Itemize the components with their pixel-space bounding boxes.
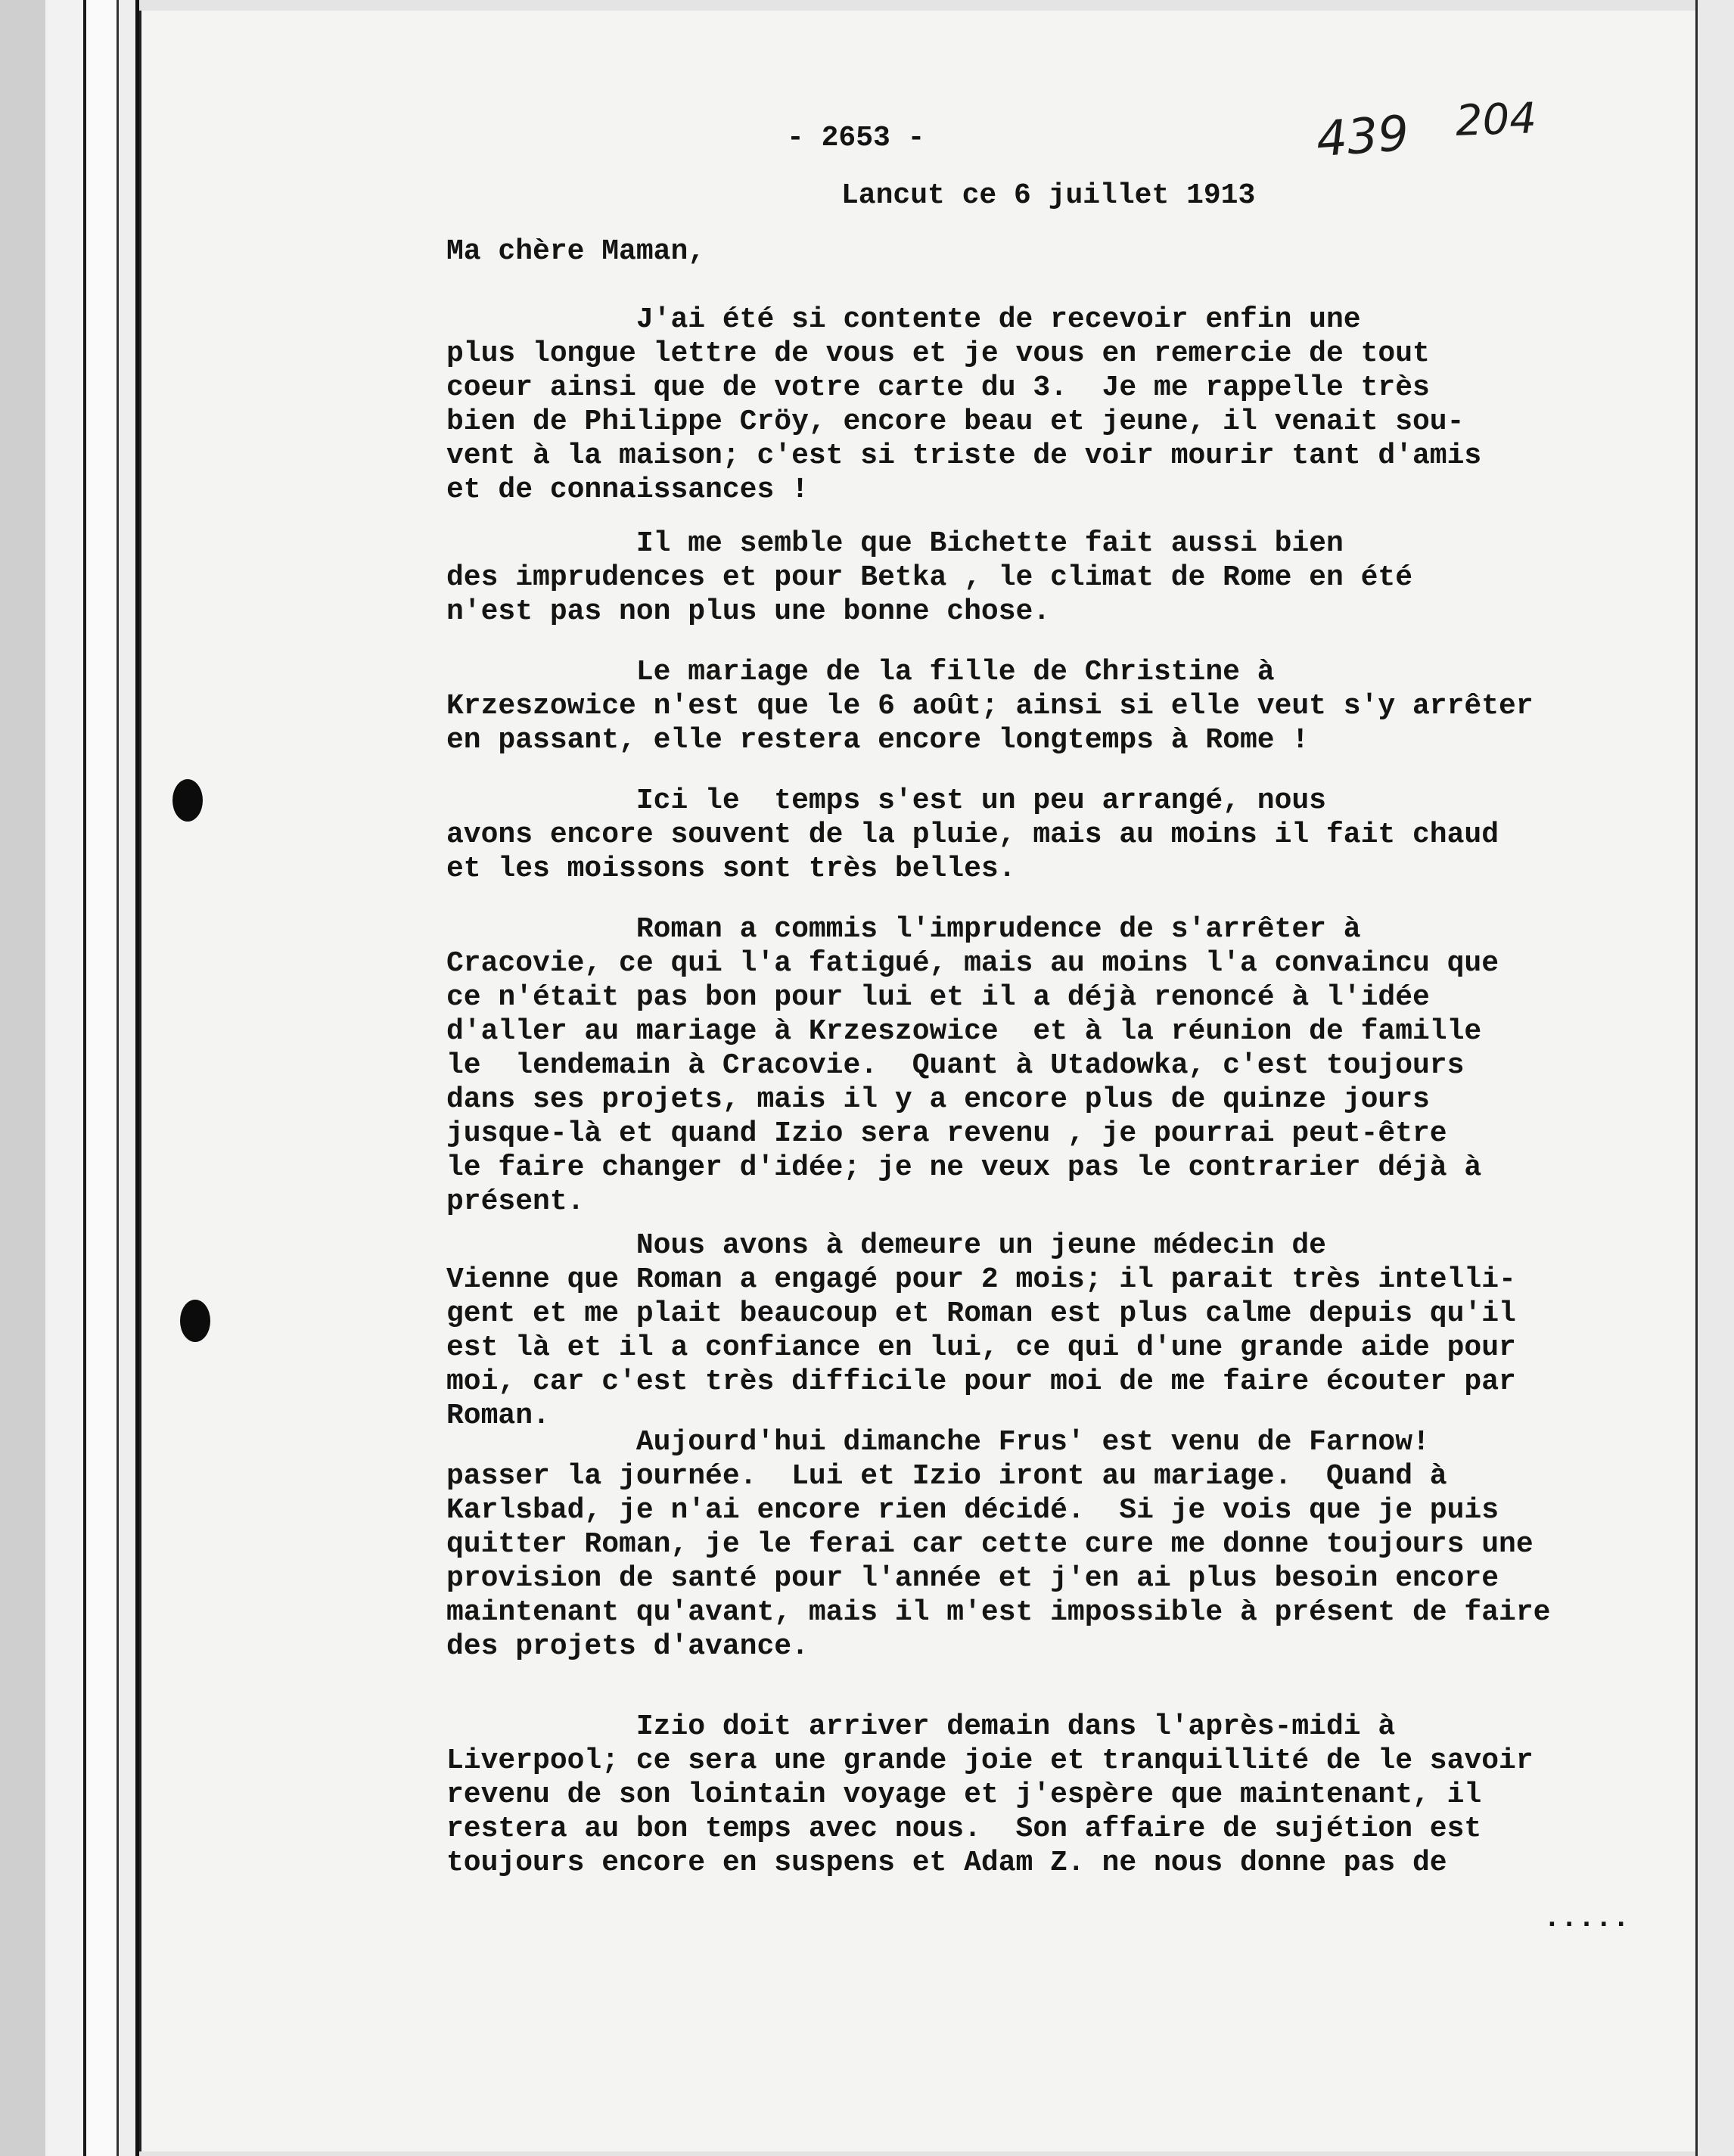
text-line: est là et il a confiance en lui, ce qui d'une grande aide pour <box>446 1331 1516 1364</box>
text-line: Roman. <box>446 1400 550 1432</box>
text-line: Vienne que Roman a engagé pour 2 mois; il parait très intelli- <box>446 1263 1516 1296</box>
text-line: Le mariage de la fille de Christine à <box>446 656 1275 688</box>
dateline: Lancut ce 6 juillet 1913 <box>841 179 1256 212</box>
sheet-edge <box>45 0 86 2156</box>
text-line: Nous avons à demeure un jeune médecin de <box>446 1229 1326 1262</box>
paragraph <box>446 655 1534 757</box>
handwritten-folio: 439 <box>1314 105 1411 169</box>
text-line: restera au bon temps avec nous. Son affaire de sujétion est <box>446 1813 1482 1845</box>
text-line: ce n'était pas bon pour lui et il a déjà renoncé à l'idée <box>446 981 1430 1014</box>
text-line: avons encore souvent de la pluie, mais au moins il fait chaud <box>446 819 1499 851</box>
text-line: J'ai été si contente de recevoir enfin une <box>446 303 1361 336</box>
text-line: bien de Philippe Cröy, encore beau et jeune, il venait sou- <box>446 405 1465 438</box>
paragraph <box>446 527 1412 629</box>
text-line: le faire changer d'idée; je ne veux pas le contrarier déjà à <box>446 1151 1482 1184</box>
text-line: vent à la maison; c'est si triste de voir mourir tant d'amis <box>446 440 1482 472</box>
text-line: Krzeszowice n'est que le 6 août; ainsi si elle veut s'y arrêter <box>446 690 1534 722</box>
text-line: maintenant qu'avant, mais il m'est impossible à présent de faire <box>446 1596 1551 1629</box>
paragraph <box>446 1425 1550 1664</box>
text-line: Roman a commis l'imprudence de s'arrêter à <box>446 913 1361 946</box>
text-line: Il me semble que Bichette fait aussi bien <box>446 527 1344 560</box>
text-line: dans ses projets, mais il y a encore plus de quinze jours <box>446 1083 1430 1116</box>
text-line: d'aller au mariage à Krzeszowice et à la réunion de famille <box>446 1015 1482 1048</box>
sheet-edge <box>86 0 119 2156</box>
text-line: Aujourd'hui dimanche Frus' est venu de Farnow! <box>446 1426 1430 1459</box>
text-line: quitter Roman, je le ferai car cette cure me donne toujours une <box>446 1528 1534 1561</box>
salutation: Ma chère Maman, <box>446 235 706 268</box>
sheet-edge <box>0 0 45 2156</box>
text-line: plus longue lettre de vous et je vous en remercie de tout <box>446 337 1430 370</box>
text-line: en passant, elle restera encore longtemps à Rome ! <box>446 724 1310 756</box>
handwritten-folio: 204 <box>1454 94 1537 146</box>
text-line: moi, car c'est très difficile pour moi de me faire écouter par <box>446 1365 1516 1398</box>
text-line: Karlsbad, je n'ai encore rien décidé. Si je vois que je puis <box>446 1494 1499 1527</box>
text-line: Izio doit arriver demain dans l'après-midi à <box>446 1710 1396 1743</box>
paragraph <box>446 1710 1534 1880</box>
punch-hole <box>180 1300 210 1342</box>
text-line: jusque-là et quand Izio sera revenu , je pourrai peut-être <box>446 1117 1447 1150</box>
text-line: toujours encore en suspens et Adam Z. ne nous donne pas de <box>446 1847 1447 1879</box>
sheet-edge <box>119 0 139 2156</box>
text-line: et de connaissances ! <box>446 474 809 506</box>
text-line: n'est pas non plus une bonne chose. <box>446 595 1051 628</box>
text-line: provision de santé pour l'année et j'en ai plus besoin encore <box>446 1562 1499 1595</box>
text-line: des imprudences et pour Betka , le climat de Rome en été <box>446 561 1413 594</box>
paragraph <box>446 1229 1516 1433</box>
punch-hole <box>172 779 203 822</box>
text-line: Cracovie, ce qui l'a fatigué, mais au moins l'a convaincu que <box>446 947 1499 980</box>
text-line: gent et me plait beaucoup et Roman est plus calme depuis qu'il <box>446 1297 1516 1330</box>
paragraph <box>446 784 1499 886</box>
text-line: revenu de son lointain voyage et j'espère que maintenant, il <box>446 1779 1482 1811</box>
continuation-mark: ..... <box>1543 1903 1630 1935</box>
paragraph <box>446 303 1481 507</box>
text-line: Liverpool; ce sera une grande joie et tranquillité de le savoir <box>446 1744 1534 1777</box>
text-line: passer la journée. Lui et Izio iront au mariage. Quand à <box>446 1460 1447 1493</box>
text-line: des projets d'avance. <box>446 1630 809 1663</box>
page-number: - 2653 - <box>787 122 925 154</box>
text-line: présent. <box>446 1185 585 1218</box>
sheet-edge-right <box>1695 0 1734 2156</box>
paragraph <box>446 912 1499 1219</box>
text-line: le lendemain à Cracovie. Quant à Utadowka, c'est toujours <box>446 1049 1465 1082</box>
text-line: et les moissons sont très belles. <box>446 853 1016 885</box>
text-line: Ici le temps s'est un peu arrangé, nous <box>446 784 1326 817</box>
text-line: coeur ainsi que de votre carte du 3. Je me rappelle très <box>446 371 1430 404</box>
